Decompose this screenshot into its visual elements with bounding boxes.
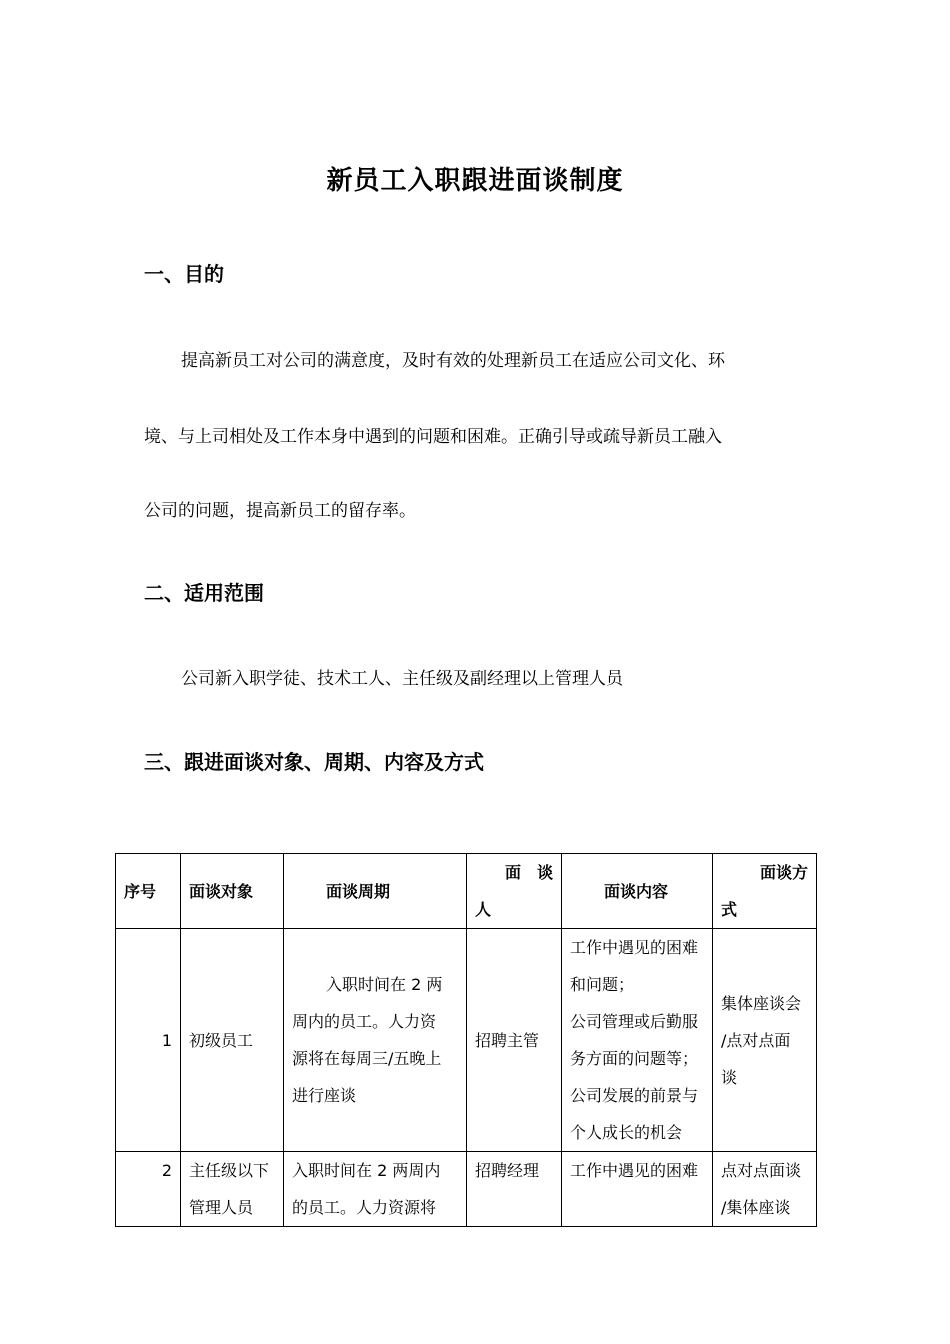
row-1-period-line: 入职时间在 2 两	[326, 975, 443, 994]
header-method	[713, 854, 817, 929]
header-method-line-1: 面谈方	[759, 863, 808, 882]
header-target: 面谈对象	[181, 854, 284, 929]
row-2-content	[562, 1152, 713, 1227]
row-2-method-line: /集体座谈	[721, 1198, 791, 1217]
row-2-target-line: 主任级以下	[189, 1161, 270, 1180]
row-2-period-line: 的员工。人力资源将	[292, 1198, 437, 1217]
table-header-row	[116, 854, 817, 929]
row-1-period-line: 周内的员工。人力资	[292, 1012, 437, 1031]
row-2-period-line: 入职时间在 2 两周内	[292, 1161, 441, 1180]
row-1-content-line: 和问题；	[570, 975, 635, 994]
row-1-method-line: 谈	[721, 1067, 738, 1087]
row-2-target	[181, 1152, 284, 1227]
row-1-content	[562, 929, 713, 1152]
row-2-interviewer: 招聘经理	[467, 1152, 562, 1227]
header-method-line-2: 式	[721, 900, 738, 919]
row-1-method-line: /点对点面	[721, 1030, 791, 1050]
scope-text: 公司新入职学徒、技术工人、主任级及副经理以上管理人员	[181, 669, 623, 689]
purpose-line-2: 境、与上司相处及工作本身中遇到的问题和困难。正确引导或疏导新员工融入	[144, 427, 722, 447]
row-2-method	[713, 1152, 817, 1227]
row-1-target: 初级员工	[181, 929, 284, 1152]
section-heading-scope: 二、适用范围	[144, 581, 264, 605]
header-period: 面谈周期	[284, 854, 467, 929]
row-1-no: 1	[116, 929, 181, 1152]
section-heading-interview: 三、跟进面谈对象、周期、内容及方式	[144, 750, 484, 774]
row-1-method	[713, 929, 817, 1152]
row-1-content-line: 工作中遇见的困难	[570, 938, 699, 957]
header-content: 面谈内容	[562, 854, 713, 929]
row-1-period-line: 源将在每周三/五晚上	[292, 1049, 442, 1068]
interview-table	[115, 853, 817, 1227]
purpose-line-3: 公司的问题，提高新员工的留存率。	[144, 501, 416, 521]
row-1-content-line: 务方面的问题等；	[570, 1049, 699, 1068]
row-1-period-line: 进行座谈	[292, 1086, 357, 1105]
row-2-no: 2	[116, 1152, 181, 1227]
row-1-content-line: 公司管理或后勤服	[570, 1012, 699, 1031]
header-no: 序号	[116, 854, 181, 929]
row-1-period	[284, 929, 467, 1152]
section-heading-purpose: 一、目的	[144, 262, 224, 286]
document-title: 新员工入职跟进面谈制度	[326, 166, 624, 196]
row-2-period	[284, 1152, 467, 1227]
row-2-content-line: 工作中遇见的困难	[570, 1161, 699, 1180]
row-2-target-line: 管理人员	[189, 1198, 254, 1217]
row-2-method-line: 点对点面谈	[721, 1161, 802, 1180]
row-1-method-line: 集体座谈会	[721, 993, 802, 1013]
table-row	[116, 929, 817, 1152]
header-interviewer-line-1: 面 谈	[504, 863, 553, 882]
header-interviewer	[467, 854, 562, 929]
row-1-content-line: 公司发展的前景与	[570, 1086, 699, 1105]
table-row	[116, 1152, 817, 1227]
purpose-line-1: 提高新员工对公司的满意度，及时有效的处理新员工在适应公司文化、环	[181, 351, 725, 371]
row-1-interviewer: 招聘主管	[467, 929, 562, 1152]
header-interviewer-line-2: 人	[475, 900, 492, 919]
row-1-content-line: 个人成长的机会	[570, 1123, 683, 1142]
